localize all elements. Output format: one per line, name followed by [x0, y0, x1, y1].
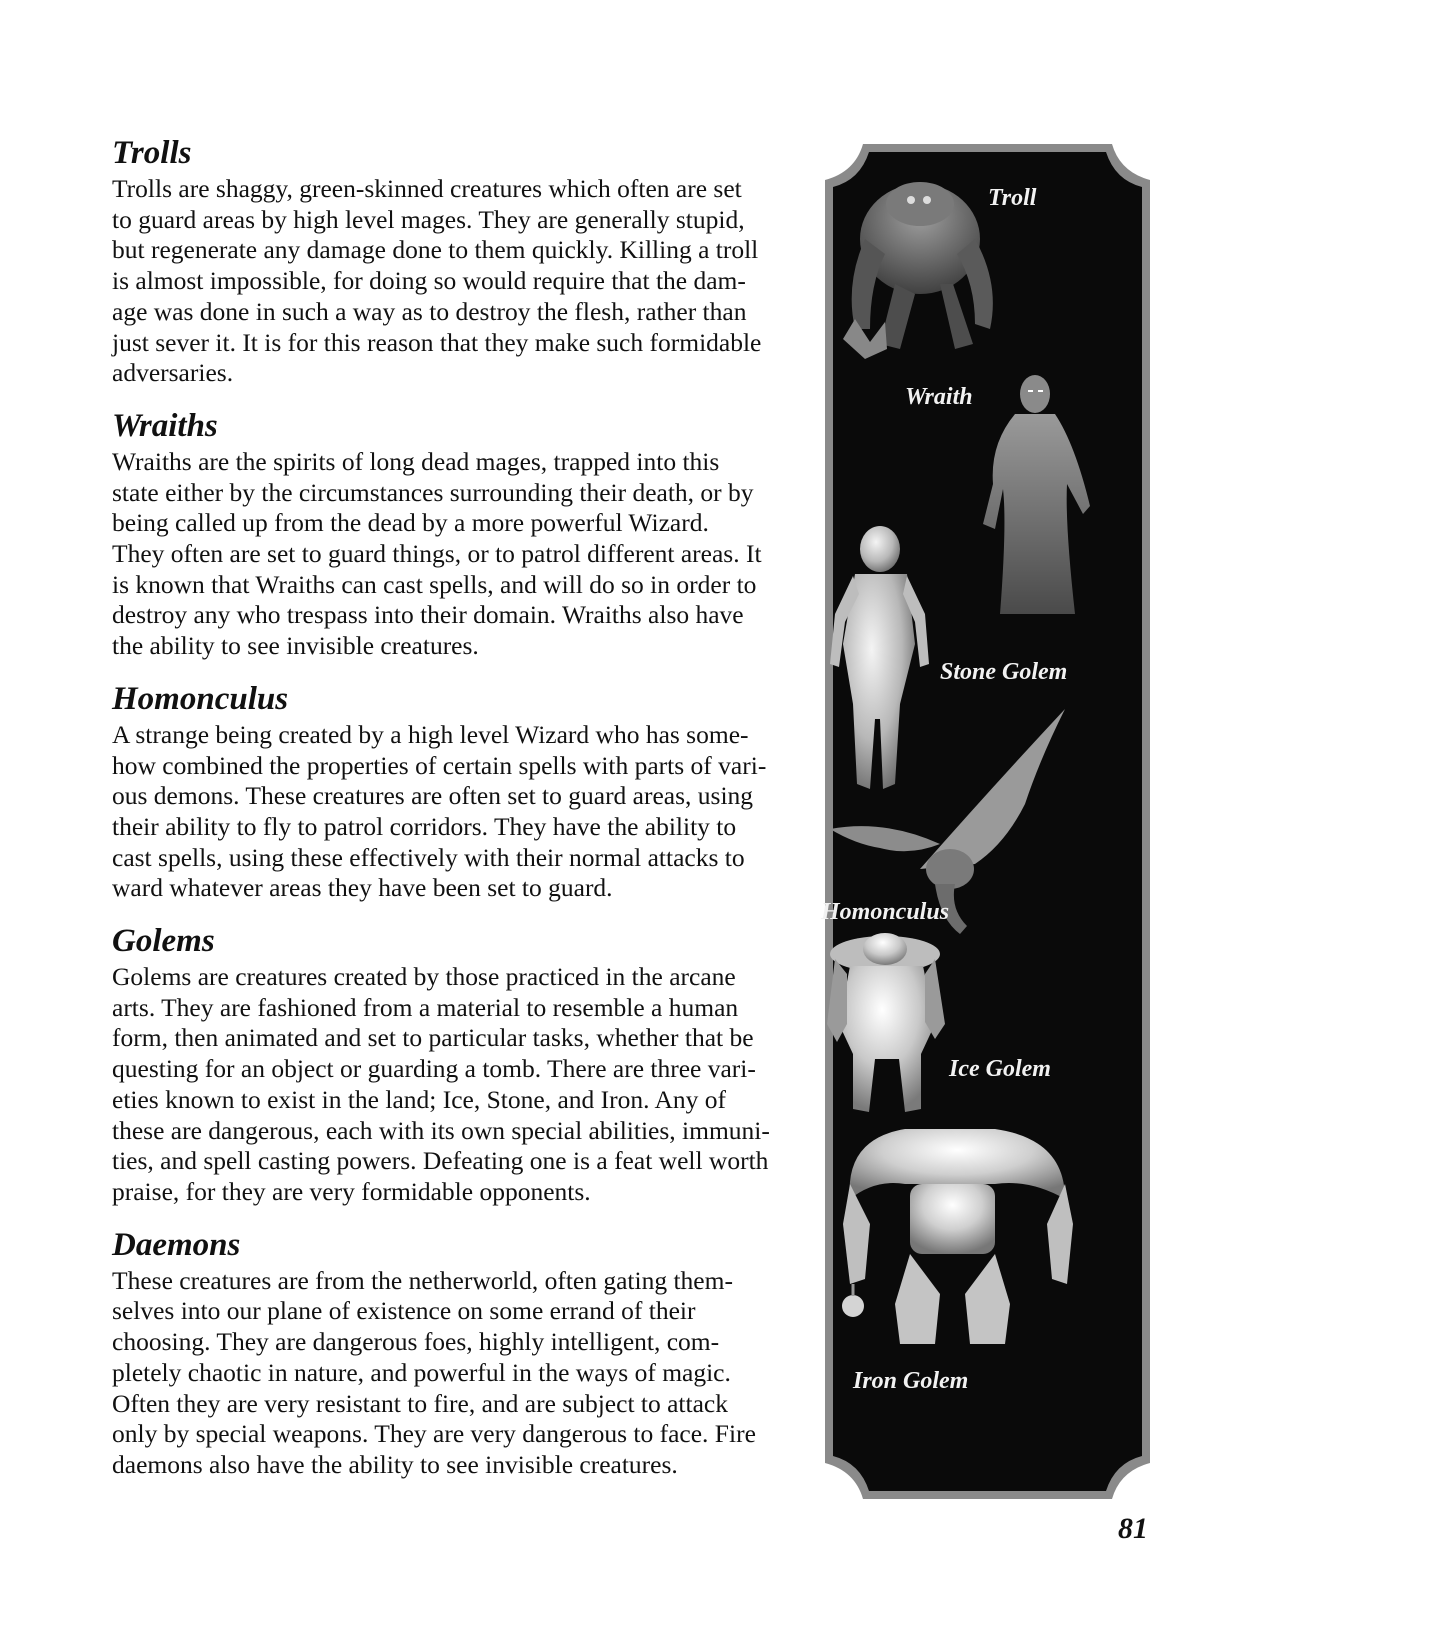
- text-line: age was done in such a way as to destroy the flesh, rather than: [112, 296, 747, 326]
- text-line: adversaries.: [112, 358, 234, 388]
- text-line: form, then animated and set to particular tasks, whether that be: [112, 1023, 754, 1053]
- caption-iron-golem: Iron Golem: [853, 1368, 969, 1394]
- creature-illustration-panel: [821, 144, 1150, 1499]
- text-line: is known that Wraiths can cast spells, and will do so in order to: [112, 569, 757, 599]
- text-line: the ability to see invisible creatures.: [112, 631, 479, 661]
- text-line: is almost impossible, for doing so would require that the dam-: [112, 266, 746, 296]
- text-line: state either by the circumstances surrounding their death, or by: [112, 477, 754, 507]
- text-line: how combined the properties of certain spells with parts of vari-: [112, 750, 767, 780]
- text-line: praise, for they are very formidable opponents.: [112, 1176, 591, 1206]
- text-line: choosing. They are dangerous foes, highly intelligent, com-: [112, 1327, 720, 1357]
- paragraph-trolls: [112, 174, 812, 389]
- text-line: selves into our plane of existence on some errand of their: [112, 1296, 696, 1326]
- text-line: these are dangerous, each with its own special abilities, immuni-: [112, 1115, 770, 1145]
- caption-ice-golem: Ice Golem: [949, 1056, 1051, 1082]
- text-line: Wraiths are the spirits of long dead mages, trapped into this: [112, 446, 720, 476]
- text-line: questing for an object or guarding a tomb. There are three vari-: [112, 1054, 756, 1084]
- caption-troll: Troll: [988, 185, 1037, 211]
- section-daemons: [112, 1226, 812, 1481]
- text-line: to guard areas by high level mages. They are generally stupid,: [112, 204, 745, 234]
- caption-wraith: Wraith: [905, 384, 973, 410]
- text-line: They often are set to guard things, or to patrol different areas. It: [112, 539, 762, 569]
- text-line: destroy any who trespass into their domain. Wraiths also have: [112, 600, 744, 630]
- paragraph-golems: [112, 962, 812, 1208]
- heading-wraiths: Wraiths: [112, 407, 218, 444]
- section-homonculus: [112, 680, 812, 904]
- text-line: A strange being created by a high level Wizard who has some-: [112, 719, 749, 749]
- heading-golems: Golems: [112, 923, 215, 960]
- text-line: ward whatever areas they have been set to guard.: [112, 873, 613, 903]
- text-line: only by special weapons. They are very dangerous to face. Fire: [112, 1419, 756, 1449]
- text-line: being called up from the dead by a more powerful Wizard.: [112, 508, 709, 538]
- text-line: cast spells, using these effectively with their normal attacks to: [112, 842, 745, 872]
- heading-trolls: Trolls: [112, 135, 192, 171]
- text-line: their ability to fly to patrol corridors. They have the ability to: [112, 811, 737, 841]
- heading-homonculus: Homonculus: [112, 680, 289, 717]
- heading-daemons: Daemons: [112, 1226, 241, 1263]
- section-trolls: [112, 134, 812, 389]
- text-line: arts. They are fashioned from a material to resemble a human: [112, 992, 739, 1022]
- paragraph-wraiths: [112, 447, 812, 662]
- text-line: just sever it. It is for this reason that they make such formidable: [112, 327, 762, 357]
- text-line: Golems are creatures created by those practiced in the arcane: [112, 962, 736, 992]
- caption-stone-golem: Stone Golem: [940, 659, 1068, 685]
- text-line: daemons also have the ability to see invisible creatures.: [112, 1449, 678, 1479]
- text-line: pletely chaotic in nature, and powerful in the ways of magic.: [112, 1357, 731, 1387]
- caption-homonculus: Homonculus: [821, 899, 950, 925]
- text-line: These creatures are from the netherworld, often gating them-: [112, 1265, 733, 1295]
- panel-frame: [825, 144, 1150, 1499]
- paragraph-daemons: [112, 1266, 812, 1481]
- text-line: ties, and spell casting powers. Defeating one is a feat well worth: [112, 1146, 769, 1176]
- text-line: ous demons. These creatures are often set to guard areas, using: [112, 781, 754, 811]
- section-wraiths: [112, 407, 812, 662]
- text-line: eties known to exist in the land; Ice, Stone, and Iron. Any of: [112, 1084, 727, 1114]
- paragraph-homonculus: [112, 720, 812, 904]
- text-line: Often they are very resistant to fire, and are subject to attack: [112, 1388, 728, 1418]
- text-line: but regenerate any damage done to them quickly. Killing a troll: [112, 235, 759, 265]
- page-number: 81: [1118, 1512, 1148, 1545]
- text-line: Trolls are shaggy, green-skinned creatures which often are set: [112, 174, 742, 203]
- section-golems: [112, 922, 812, 1208]
- text-column: [112, 134, 812, 1499]
